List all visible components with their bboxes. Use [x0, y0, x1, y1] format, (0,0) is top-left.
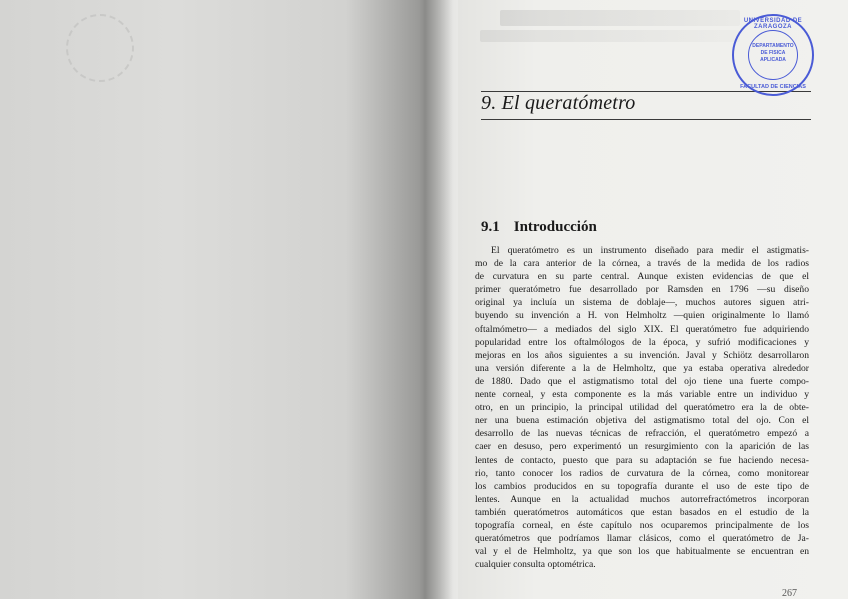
body-line: de curvatura en su parte central. Aunque existen evidencias de que el	[475, 271, 809, 283]
body-line: una versión diferente a la de Helmholtz, que ya estaba operativa alrededor	[475, 362, 809, 374]
body-line: lentes. Aunque en la actualidad muchos autorrefractómetros incorporan	[475, 493, 809, 505]
body-line: buyendo su invención a H. von Helmholtz —quien originalmente lo llamó	[475, 310, 809, 322]
body-line: nente corneal, y esta componente es la más variable entre un individuo y	[475, 389, 809, 401]
body-line: cualquier consulta optométrica.	[475, 559, 596, 571]
body-line: mejoras en los años siguientes a su invención. Javal y Schiötz desarrollaron	[475, 349, 809, 361]
stamp-line-2: DE FISICA	[760, 50, 786, 56]
chapter-title: 9. El queratómetro	[481, 92, 636, 114]
stamp-line-1: DEPARTAMENTO	[752, 43, 794, 49]
body-paragraph	[475, 244, 809, 571]
bleed-through-header	[480, 30, 740, 42]
stamp-line-3: APLICADA	[760, 57, 786, 63]
body-line: de 1880. Dado que el astigmatismo total del ojo tiene una fuerte compo-	[475, 375, 809, 387]
body-line: lentes de contacto, puesto que para su adaptación se fue haciendo necesa-	[475, 454, 809, 466]
body-line: val y el de Helmholtz, ya que son los que habitualmente se encuentran en	[475, 546, 809, 558]
body-line: original ya incluía un sistema de doblaje—, muchos autores siguen atri-	[475, 297, 809, 309]
body-line: popularidad entre los oftalmólogos de la época, y sufrió modificaciones y	[475, 336, 809, 348]
university-stamp	[732, 14, 814, 96]
section-heading	[481, 219, 597, 236]
body-line: desarrollo de las nuevas técnicas de refracción, el queratómetro empezó a	[475, 428, 809, 440]
section-number: 9.1	[481, 219, 500, 235]
body-line: El queratómetro es un instrumento diseñado para medir el astigmatis-	[491, 245, 809, 256]
body-line: mo de la cara anterior de la córnea, a través de la medida de los radios	[475, 258, 809, 270]
body-line: topografía corneal, en éste capítulo nos ocuparemos principalmente de los	[475, 519, 809, 531]
bleed-through-header	[500, 10, 740, 26]
body-line: rio, tanto conocer los radios de curvatura de la córnea, como monitorear	[475, 467, 809, 479]
stamp-ring-top: UNIVERSIDAD DE ZARAGOZA	[743, 18, 803, 30]
body-line: queratómetros que podríamos llamar clásicos, como el queratómetro de Ja-	[475, 533, 809, 545]
section-title: Introducción	[513, 219, 597, 235]
body-line: ner una buena estimación objetiva del astigmatismo total del ojo. Con el	[475, 415, 809, 427]
body-line: primer queratómetro fue desarrollado por Ramsden en 1796 —su diseño	[475, 284, 809, 296]
body-line: caer en desuso, pero experimentó un resurgimiento con la aparición de las	[475, 441, 809, 453]
body-line: otro, en un principio, la principal utilidad del queratómetro era la de obte-	[475, 402, 809, 414]
body-line: oftalmómetro— a mediados del siglo XIX. El queratómetro fue adquiriendo	[475, 323, 809, 335]
body-line: también queratómetros automáticos que estan basados en el estudio de la	[475, 506, 809, 518]
stamp-center-text	[734, 43, 812, 64]
stamp-ring-bottom: FACULTAD DE CIENCIAS	[740, 84, 806, 90]
bleed-through-stamp	[66, 14, 134, 82]
body-line: los cambios producidos en su topografía durante el uso de este tipo de	[475, 480, 809, 492]
chapter-rule-bottom	[481, 119, 811, 120]
page-number: 267	[782, 588, 797, 599]
